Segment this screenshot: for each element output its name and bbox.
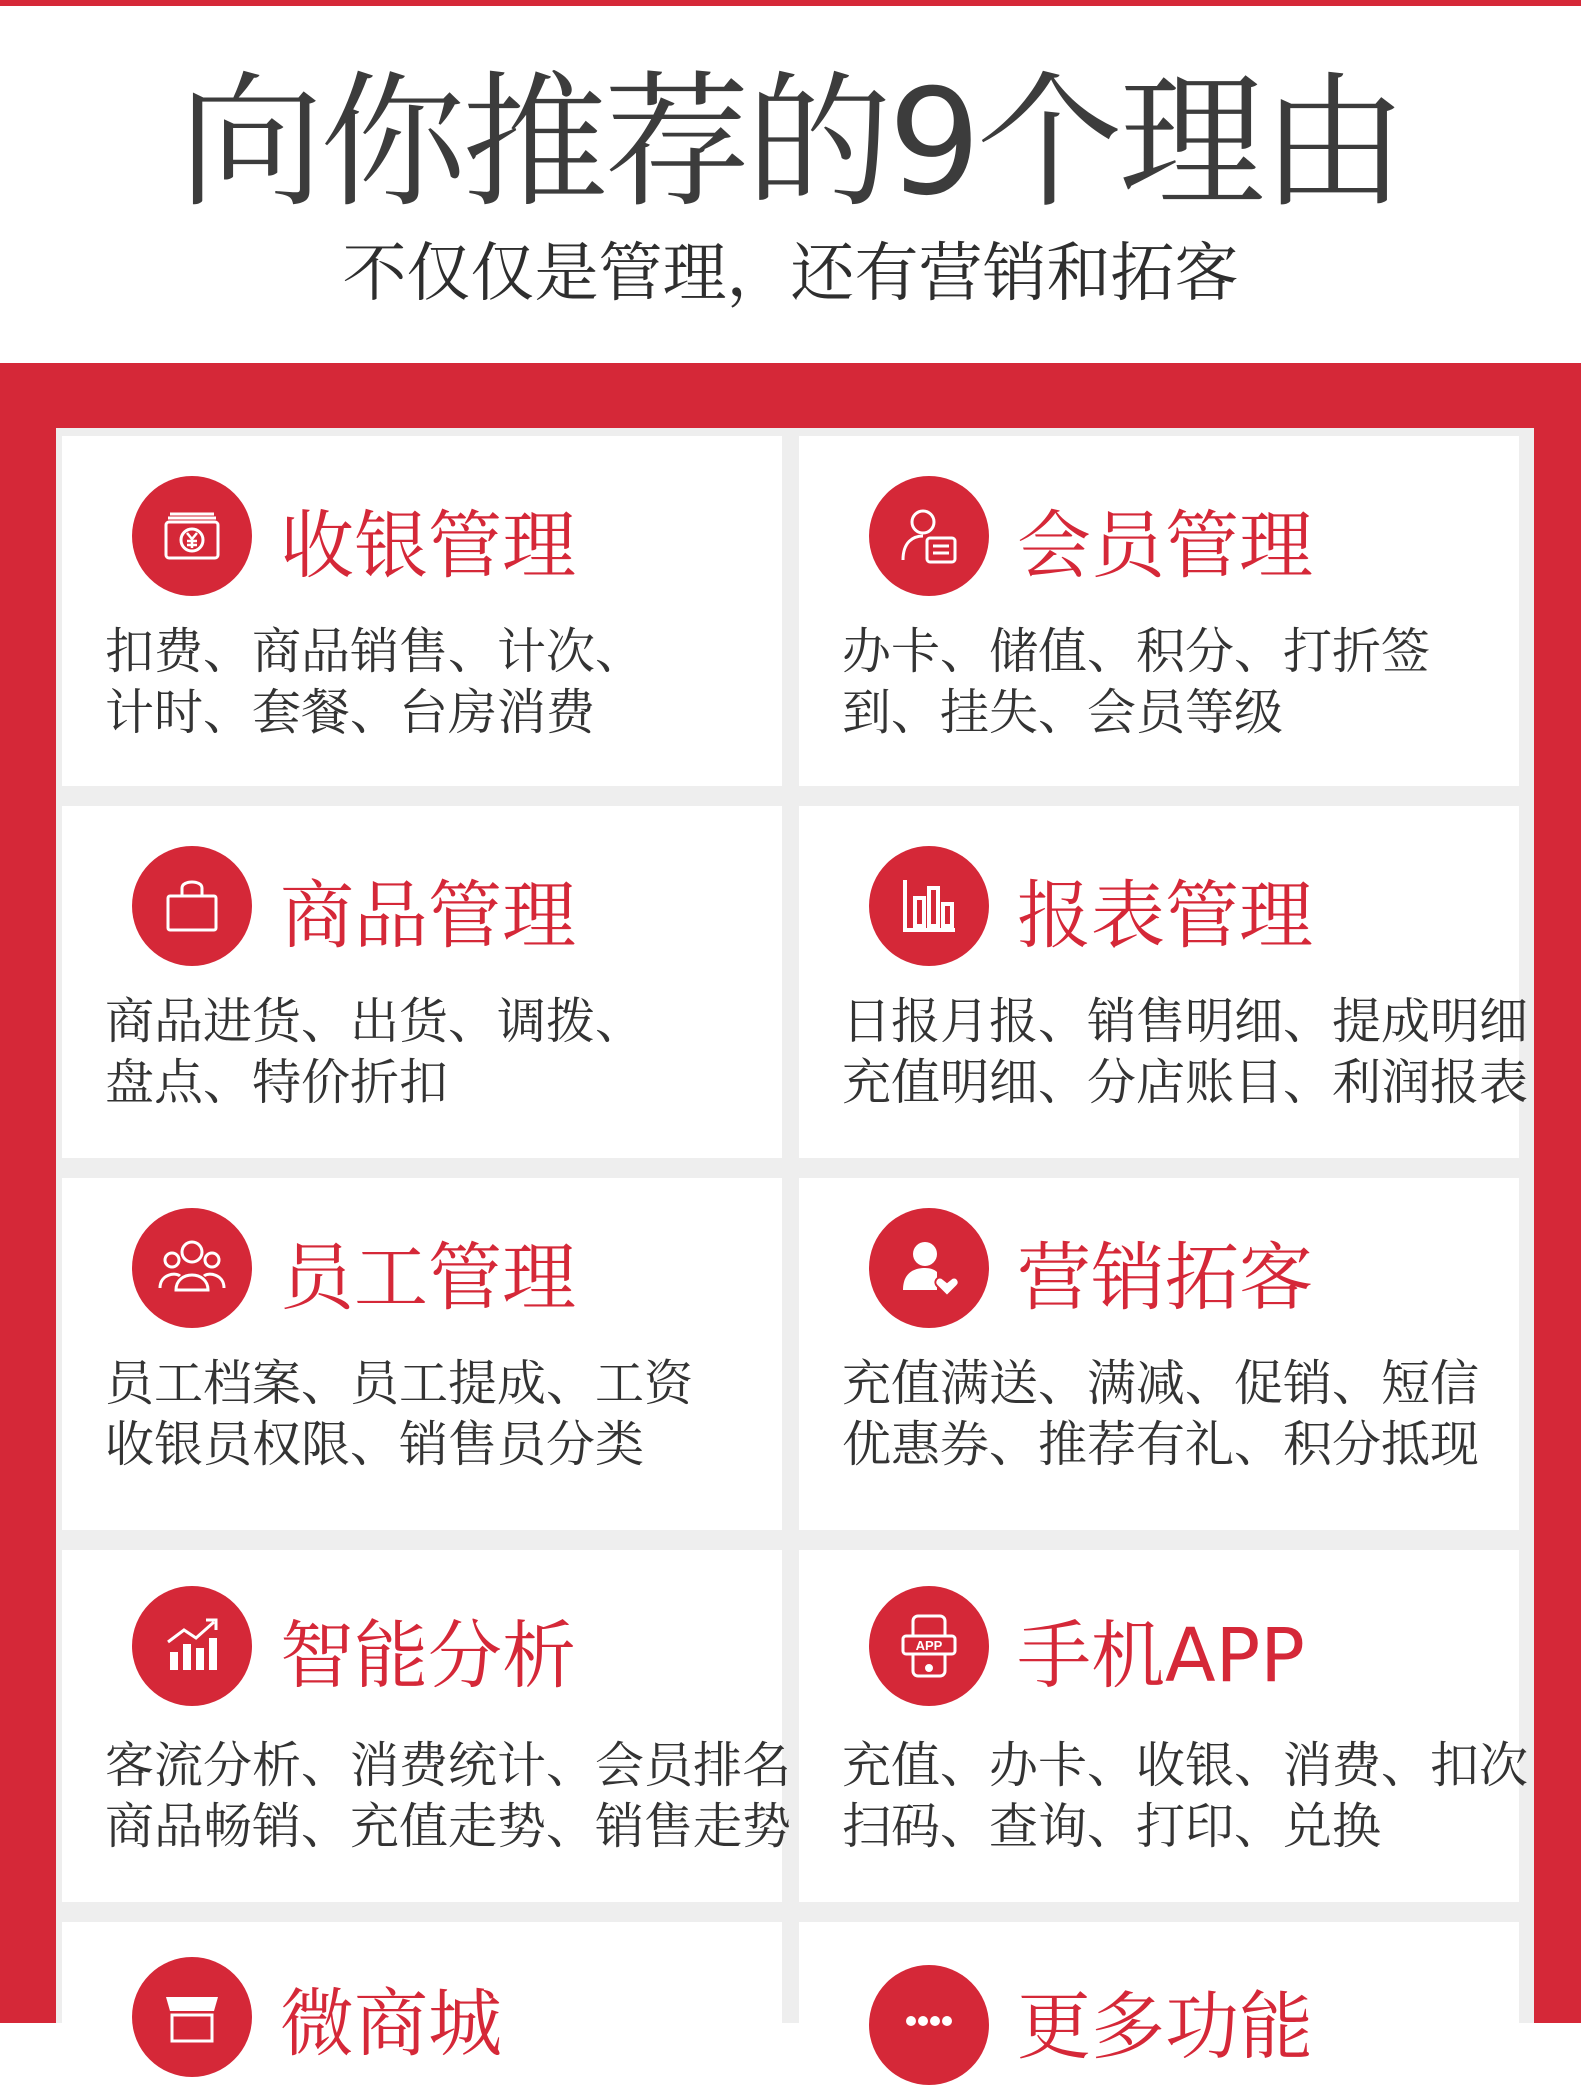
member-card-icon (869, 476, 989, 596)
feature-card-marketing[interactable] (799, 1178, 1519, 1530)
feature-card-staff[interactable] (62, 1178, 782, 1530)
feature-description: 商品进货、出货、调拨、 盘点、特价折扣 (105, 993, 645, 1111)
feature-card-analysis[interactable] (62, 1550, 792, 1902)
feature-title: 会员管理 (1017, 503, 1313, 589)
shopping-bag-icon (132, 846, 252, 966)
trend-chart-icon (132, 1586, 252, 1706)
staff-group-icon (132, 1208, 252, 1328)
feature-title: 员工管理 (280, 1235, 576, 1321)
bar-chart-icon (869, 846, 989, 966)
cashier-icon (132, 476, 252, 596)
more-dots-icon (869, 1965, 989, 2085)
feature-title: 智能分析 (280, 1613, 576, 1699)
feature-description: 办卡、储值、积分、打折签 到、挂失、会员等级 (842, 623, 1431, 741)
feature-description: 充值满送、满减、促销、短信 优惠券、推荐有礼、积分抵现 (842, 1355, 1480, 1473)
page-subtitle: 不仅仅是管理，还有营销和拓客 (342, 237, 1239, 311)
feature-title: 报表管理 (1017, 873, 1313, 959)
svg-text:APP: APP (915, 1638, 943, 1653)
feature-grid (56, 428, 1534, 2070)
feature-card-cashier[interactable] (62, 436, 782, 786)
feature-title: 收银管理 (280, 503, 576, 589)
feature-description: 客流分析、消费统计、会员排名 商品畅销、充值走势、销售走势 (105, 1737, 792, 1855)
feature-description: 扣费、商品销售、计次、 计时、套餐、台房消费 (105, 623, 645, 741)
feature-title: 手机APP (1017, 1613, 1305, 1699)
feature-title: 更多功能 (1017, 1984, 1313, 2070)
feature-description: 日报月报、销售明细、提成明细 充值明细、分店账目、利润报表 (842, 993, 1529, 1111)
feature-title: 商品管理 (280, 873, 576, 959)
page-title: 向你推荐的9个理由 (178, 58, 1403, 228)
feature-title: 营销拓客 (1017, 1235, 1313, 1321)
user-heart-icon (869, 1208, 989, 1328)
feature-card-product[interactable] (62, 806, 782, 1158)
feature-description: 员工档案、员工提成、工资 收银员权限、销售员分类 (105, 1355, 694, 1473)
feature-card-member[interactable] (799, 436, 1519, 786)
feature-card-micro-mall[interactable] (62, 1922, 782, 2067)
top-accent-line (0, 0, 1581, 6)
feature-card-more[interactable] (799, 1922, 1519, 2070)
mobile-app-icon (869, 1586, 989, 1706)
feature-description: 充值、办卡、收银、消费、扣次 扫码、查询、打印、兑换 (842, 1737, 1529, 1855)
feature-title: 微商城 (280, 1981, 502, 2067)
storefront-icon (132, 1957, 252, 2077)
feature-card-mobile-app[interactable] (799, 1550, 1529, 1902)
feature-card-report[interactable] (799, 806, 1529, 1158)
